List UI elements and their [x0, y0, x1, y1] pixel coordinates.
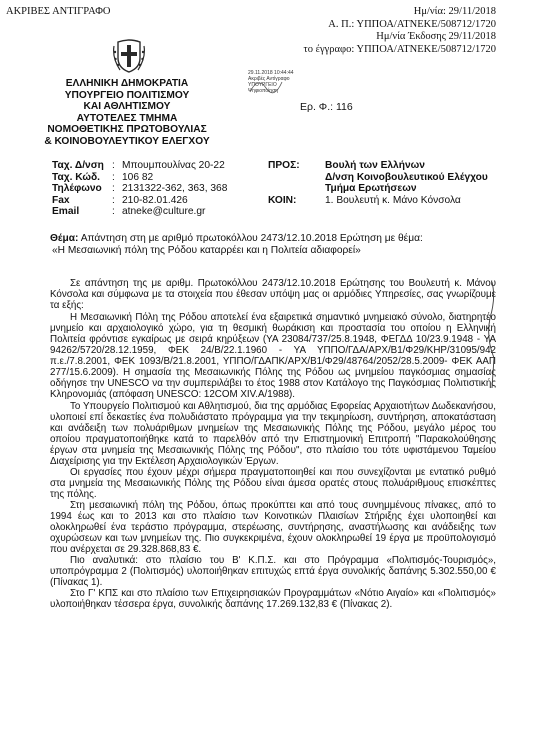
- body-paragraph: Στη μεσαιωνική πόλη της Ρόδου, όπως προκύπτει και από τους συνημμένους πίνακες, από το 1994 έως και το 2013 και στο πλαίσιο των Κοινοτικών Πλαισίων Στήριξης έχει υλοποιηθεί και ολοκληρωθεί ένα τεράστιο πρόγραμμα, στερέωσης, συντήρησης, αναστήλωσης και ανάδειξης των οχυρώσεων και των μνημείων της. Πιο συγκεκριμένα, έχουν ολοκληρωθεί 19 έργα με προϋπολογισμό που ανέρχεται σε 29.328.868,83 €.: [50, 499, 496, 556]
- to-label: ΠΡΟΣ:: [268, 160, 300, 171]
- greek-coat-of-arms-icon: [112, 36, 146, 74]
- signature-stamp-icon: [248, 74, 292, 96]
- body-paragraph: Σε απάντηση της με αριθμ. Πρωτοκόλλου 2473/12.10.2018 Ερώτησης του Βουλευτή κ. Μάνου Κόνσολα και σύμφωνα με τα στοιχεία που έθεσαν υπόψη μας οι αρμόδιες Υπηρεσίες, σας γνωρίζουμε τα εξής:: [50, 278, 496, 312]
- body-paragraph: Το Υπουργείο Πολιτισμού και Αθλητισμού, δια της αρμόδιας Εφορείας Αρχαιοτήτων Δωδεκανήσου, υλοποιεί επί δεκαετίες ένα πολυδιάστατο πρόγραμμα για την τεκμηρίωση, συντήρηση, αποκατάσταση και ανάδειξη των πολυάριθμων μνημείων της Μεσαιωνικής Πόλης της Ρόδου, μεγάλο μέρος του οποίου πραγματοποιήθηκε κατά το παρελθόν από την Επιστημονική Επιτροπή "Παρακολούθησης έργων στα μνημεία της Μεσαιωνικής Πόλης της Ρόδου", στο πλαίσιο του τότε υφιστάμενου Ταμείου Διαχείρισης για την Εκτέλεση Αρχαιολογικών Έργων.: [50, 400, 496, 467]
- ministry-header: ΕΛΛΗΝΙΚΗ ΔΗΜΟΚΡΑΤΙΑ ΥΠΟΥΡΓΕΙΟ ΠΟΛΙΤΙΣΜΟΥ ΚΑΙ ΑΘΛΗΤΙΣΜΟΥ ΑΥΤΟΤΕΛΕΣ ΤΜΗΜΑ ΝΟΜΟΘΕΤΙΚΗΣ ΠΡΩΤΟΒΟΥΛΙΑΣ & ΚΟΙΝΟΒΟΥΛΕΥΤΙΚΟΥ ΕΛΕΓΧΟΥ: [44, 78, 210, 147]
- body-paragraph: Πιο αναλυτικά: στο πλαίσιο του Β' Κ.Π.Σ. και στο Πρόγραμμα «Πολιτισμός-Τουρισμός», υποπρόγραμμα 2 (Πολιτισμός) υλοποιήθηκαν επιτυχώς επτά έργα συνολικής δαπάνης 5.302.550,00 € (Πίνακας 1).: [50, 555, 496, 589]
- cc-label: ΚΟΙΝ:: [268, 194, 297, 206]
- file-number: Ερ. Φ.: 116: [300, 101, 353, 113]
- body-paragraph: Οι εργασίες που έχουν μέχρι σήμερα πραγματοποιηθεί και που συνεχίζονται με εντατικό ρυθμό στα μνημεία της Μεσαιωνικής Πόλης της Ρόδου είναι άμεσα ορατές στους πολυάριθμους επισκέπτες της πόλης.: [50, 466, 496, 500]
- document-reference-block: [304, 6, 497, 56]
- certified-copy-label: ΑΚΡΙΒΕΣ ΑΝΤΙΓΡΑΦΟ: [6, 6, 111, 17]
- protocol-line: Α. Π.: ΥΠΠΟΑ/ΑΤΝΕΚΕ/508712/1720: [328, 18, 496, 30]
- handwritten-margin-mark: [478, 278, 504, 738]
- subject-label: Θέμα:: [50, 233, 79, 244]
- document-id-line: το έγγραφο: ΥΠΠΟΑ/ΑΤΝΕΚΕ/508712/1720: [303, 43, 496, 55]
- issue-date-line: Ημ/νία Έκδοσης 29/11/2018: [376, 31, 496, 43]
- recipients-block: ΠΡΟΣ: Βουλή των Ελλήνων Δ/νση Κοινοβουλευτικού Ελέγχου Τμήμα Ερωτήσεων ΚΟΙΝ: 1. Βουλευτή κ. Μάνο Κόνσολα: [268, 160, 488, 206]
- letter-body: [50, 278, 496, 610]
- digital-signature-stamp: 29.11.2018 10:44:44 Ακριβές Αντίγραφο ΥΠΟΥΡΓΕΙΟ Ψηφιοποίηση: [248, 70, 294, 94]
- body-paragraph: Η Μεσαιωνική Πόλη της Ρόδου αποτελεί ένα εξαιρετικά σημαντικό μνημειακό σύνολο, διατηρητέο μνημείο και αρχαιολογικό χώρο, για τη θεσμική θωράκιση και προστασία του οποίου η Ελληνική Πολιτεία φρόντισε εγκαίρως με σειρά κηρύξεων (ΥΑ 23084/737/25.8.1948, ΦΕΓΔΔ 10/23.9.1948 - ΥΑ 94262/5720/28.12.1959, ΦΕΚ 24/Β/22.1.1960 - ΥΑ ΥΠΠΟ/ΓΔΑ/ΑΡΧ/Β1/Φ29/ΚΗΡ/31095/942 π.ε./7.8.2001, ΦΕΚ 1093/Β/21.8.2001, ΥΠΠΟ/ΓΔΑΠΚ/ΑΡΧ/Β1/Φ29/48764/2052/28.5.2009- ΦΕΚ ΑΑΠ 277/15.6.2009). Η σημασία της Μεσαιωνικής Πόλης της Ρόδου ως μνημείου παγκόσμιας σημασίας οδήγησε την UNESCO να την συμπεριλάβει το έτος 1988 στον Κατάλογο της Παγκόσμιας Πολιτιστικής Κληρονομιάς (απόφαση UNESCO: 12COM XIV.A/1988).: [50, 312, 496, 401]
- body-paragraph: Στο Γ' ΚΠΣ και στο πλαίσιο των Επιχειρησιακών Προγραμμάτων «Νότιο Αιγαίο» και «Πολιτισμός» υλοποιήθηκαν τέσσερα έργα, συνολικής δαπάνης 17.269.132,83 € (Πίνακας 2).: [50, 588, 496, 611]
- date-line: Ημ/νία: 29/11/2018: [413, 6, 496, 17]
- email-address: atneke@culture.gr: [122, 206, 206, 218]
- sender-contact-block: Ταχ. Δ/νση : Μπουμπουλίνας 20-22 Ταχ. Κώδ. : 106 82 Τηλέφωνο : 2131322-362, 363, 368 Fax : 210-82.01.426 Email : atneke@culture.gr: [52, 160, 228, 218]
- subject-line: Θέμα: Απάντηση στη με αριθμό πρωτοκόλλου 2473/12.10.2018 Ερώτηση με θέμα: «Η Μεσαιωνική πόλη της Ρόδου καταρρέει και η Πολιτεία αδιαφορεί»: [50, 233, 423, 256]
